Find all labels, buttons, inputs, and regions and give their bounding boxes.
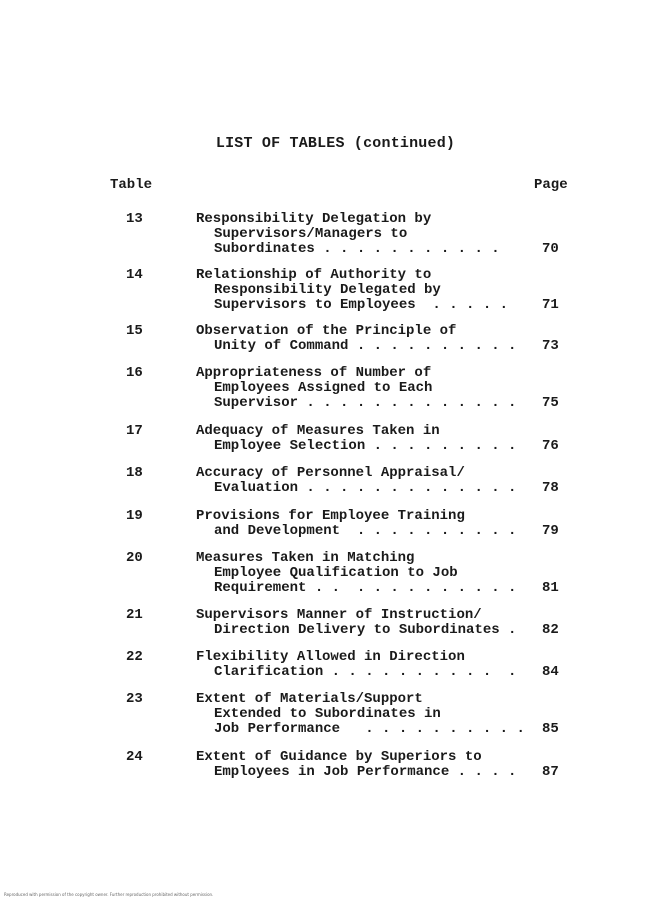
page-number: 76 <box>542 438 559 454</box>
page-number: 71 <box>542 297 559 313</box>
table-title-line: Employees Assigned to Each <box>214 380 433 396</box>
table-title-line: Appropriateness of Number of <box>196 365 432 381</box>
footer-mark: Reproduced with permission of the copyright owner. Further reproduction prohibited without permission. <box>4 892 214 897</box>
table-title-line: Accuracy of Personnel Appraisal/ <box>196 465 465 481</box>
table-number: 14 <box>126 267 143 283</box>
table-title-line: Relationship of Authority to <box>196 267 432 283</box>
column-heading-page: Page <box>534 177 568 193</box>
table-number: 22 <box>126 649 143 665</box>
table-title-line: Supervisors/Managers to <box>214 226 408 242</box>
table-number: 21 <box>126 607 143 623</box>
table-title-line: Supervisor . . . . . . . . . . . . . <box>214 395 517 411</box>
table-title <box>196 268 526 313</box>
table-title <box>196 212 526 257</box>
table-title-line: Measures Taken in Matching <box>196 550 415 566</box>
table-title <box>196 608 526 638</box>
table-title-line: Subordinates . . . . . . . . . . . <box>214 241 500 257</box>
table-title-line: Responsibility Delegated by <box>214 282 441 298</box>
table-title-line: Extended to Subordinates in <box>214 706 441 722</box>
table-title-line: Provisions for Employee Training <box>196 508 465 524</box>
table-title <box>196 466 526 496</box>
page-number: 84 <box>542 664 559 680</box>
table-title <box>196 551 526 596</box>
page-number: 70 <box>542 241 559 257</box>
table-title-line: Supervisors Manner of Instruction/ <box>196 607 482 623</box>
page-title: LIST OF TABLES (continued) <box>215 135 456 152</box>
table-title-line: Direction Delivery to Subordinates . <box>214 622 517 638</box>
table-title-line: Employee Selection . . . . . . . . . <box>214 438 517 454</box>
table-title-line: and Development . . . . . . . . . . <box>214 523 517 539</box>
column-heading-table: Table <box>110 177 153 193</box>
table-number: 19 <box>126 508 143 524</box>
table-title-line: Responsibility Delegation by <box>196 211 432 227</box>
table-number: 16 <box>126 365 143 381</box>
table-title-line: Clarification . . . . . . . . . . . <box>214 664 517 680</box>
page-number: 81 <box>542 580 559 596</box>
table-title <box>196 750 526 780</box>
page-number: 73 <box>542 338 559 354</box>
table-number: 24 <box>126 749 143 765</box>
table-title <box>196 324 526 354</box>
table-number: 13 <box>126 211 143 227</box>
table-title-line: Requirement . . . . . . . . . . . . <box>214 580 517 596</box>
table-number: 20 <box>126 550 143 566</box>
table-title-line: Observation of the Principle of <box>196 323 457 339</box>
table-title-line: Adequacy of Measures Taken in <box>196 423 440 439</box>
table-title-line: Unity of Command . . . . . . . . . . <box>214 338 517 354</box>
table-title <box>196 650 526 680</box>
page-number: 82 <box>542 622 559 638</box>
table-title <box>196 509 526 539</box>
table-title <box>196 692 526 737</box>
table-number: 15 <box>126 323 143 339</box>
table-title-line: Employees in Job Performance . . . . <box>214 764 517 780</box>
table-title-line: Supervisors to Employees . . . . . <box>214 297 509 313</box>
table-title-line: Employee Qualification to Job <box>214 565 458 581</box>
page-number: 87 <box>542 764 559 780</box>
page-number: 85 <box>542 721 559 737</box>
table-number: 23 <box>126 691 143 707</box>
table-title <box>196 366 526 411</box>
table-number: 18 <box>126 465 143 481</box>
table-title-line: Extent of Materials/Support <box>196 691 423 707</box>
page-number: 75 <box>542 395 559 411</box>
page-number: 78 <box>542 480 559 496</box>
table-title <box>196 424 526 454</box>
table-number: 17 <box>126 423 143 439</box>
page-number: 79 <box>542 523 559 539</box>
table-title-line: Job Performance . . . . . . . . . . <box>214 721 525 737</box>
table-title-line: Evaluation . . . . . . . . . . . . . <box>214 480 517 496</box>
table-title-line: Flexibility Allowed in Direction <box>196 649 465 665</box>
table-title-line: Extent of Guidance by Superiors to <box>196 749 482 765</box>
